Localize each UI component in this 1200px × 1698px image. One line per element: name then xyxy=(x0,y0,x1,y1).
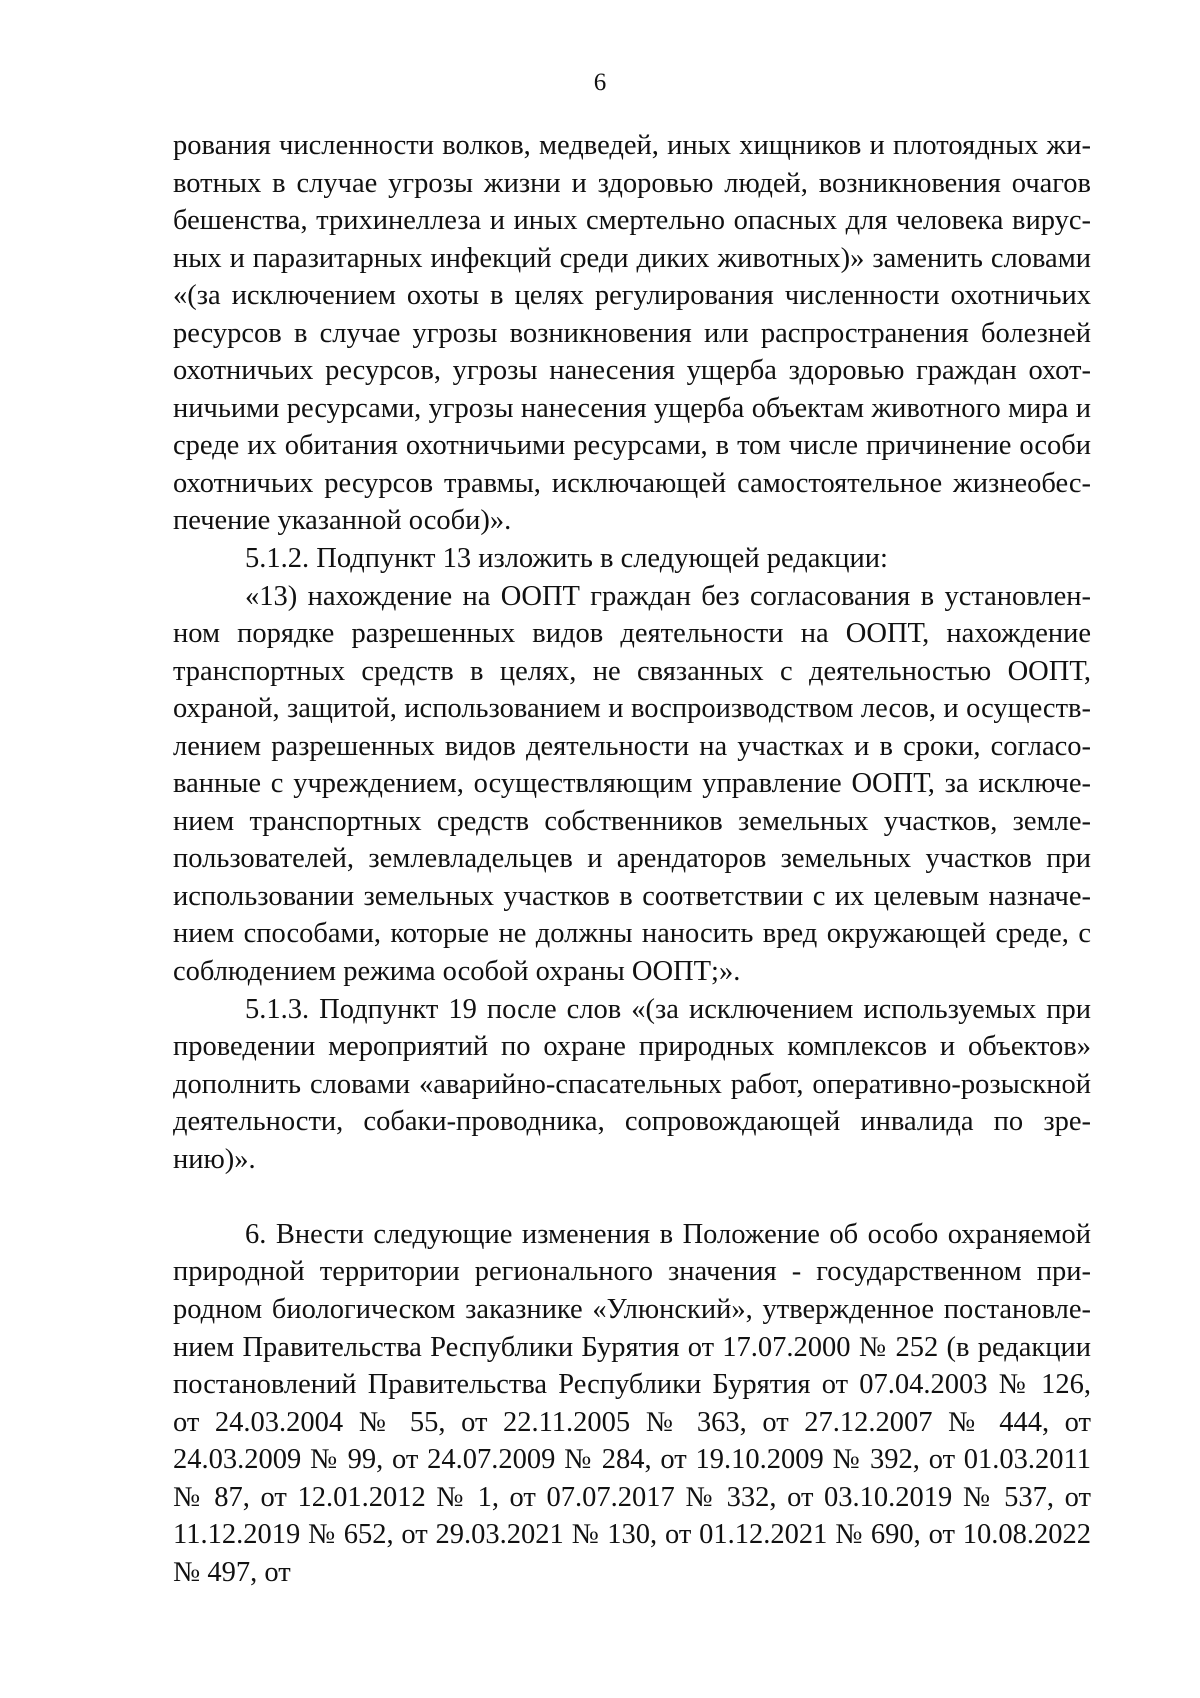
paragraph-6: 6. Внести следующие изменения в Положение об особо охраняемой природной территории регионального значения - государственном природном биологическом заказнике «Улюнский», утвержденное постановлением Правительства Республики Бурятия от 17.07.2000 № 252 (в редакции постановлений Правительства Республики Бурятия от 07.04.2003 № 126, от 24.03.2004 № 55, от 22.11.2005 № 363, от 27.12.2007 № 444, от 24.03.2009 № 99, от 24.07.2009 № 284, от 19.10.2009 № 392, от 01.03.2011 № 87, от 12.01.2012 № 1, от 07.07.2017 № 332, от 03.10.2019 № 537, от 11.12.2019 № 652, от 29.03.2021 № 130, от 01.12.2021 № 690, от 10.08.2022 № 497, от xyxy=(173,1218,1091,1588)
document-body xyxy=(173,127,1091,1591)
paragraph-5-1-3: 5.1.3. Подпункт 19 после слов «(за исключением используемых при проведении мероприятий по охране природных комплексов и объектов» дополнить словами «аварийно-спасательных работ, оперативно-розыскной деятельности, собаки-проводника, сопровождающей инвалида по зрению)». xyxy=(173,993,1091,1175)
paragraph-5-1-2: 5.1.2. Подпункт 13 изложить в следующей редакции: xyxy=(245,543,888,575)
page-number: 6 xyxy=(593,69,607,96)
paragraph-subitem-13: «13) нахождение на ООПТ граждан без согласования в установленном порядке разрешенных видов деятельности на ООПТ, нахождение транспортных средств в целях, не связанных с деятельностью ООПТ, охраной, защитой, использованием и воспроизводством лесов, и осуществлением разрешенных видов деятельности на участках и в сроки, согласованные с учреждением, осуществляющим управление ООПТ, за исключением транспортных средств собственников земельных участков, землепользователей, землевладельцев и арендаторов земельных участков при использовании земельных участков в соответствии с их целевым назначением способами, которые не должны наносить вред окружающей среде, с соблюдением режима особой охраны ООПТ;». xyxy=(173,580,1091,988)
paragraph-continuation: рования численности волков, медведей, иных хищников и плотоядных животных в случае угрозы жизни и здоровью людей, возникновения очагов бешенства, трихинеллеза и иных смертельно опасных для человека вирусных и паразитарных инфекций среди диких животных)» заменить словами «(за исключением охоты в целях регулирования численности охотничьих ресурсов в случае угрозы возникновения или распространения болезней охотничьих ресурсов, угрозы нанесения ущерба здоровью граждан охотничьими ресурсами, угрозы нанесения ущерба объектам животного мира и среде их обитания охотничьими ресурсами, в том числе причинение особи охотничьих ресурсов травмы, исключающей самостоятельное жизнеобеспечение указанной особи)». xyxy=(173,130,1091,537)
